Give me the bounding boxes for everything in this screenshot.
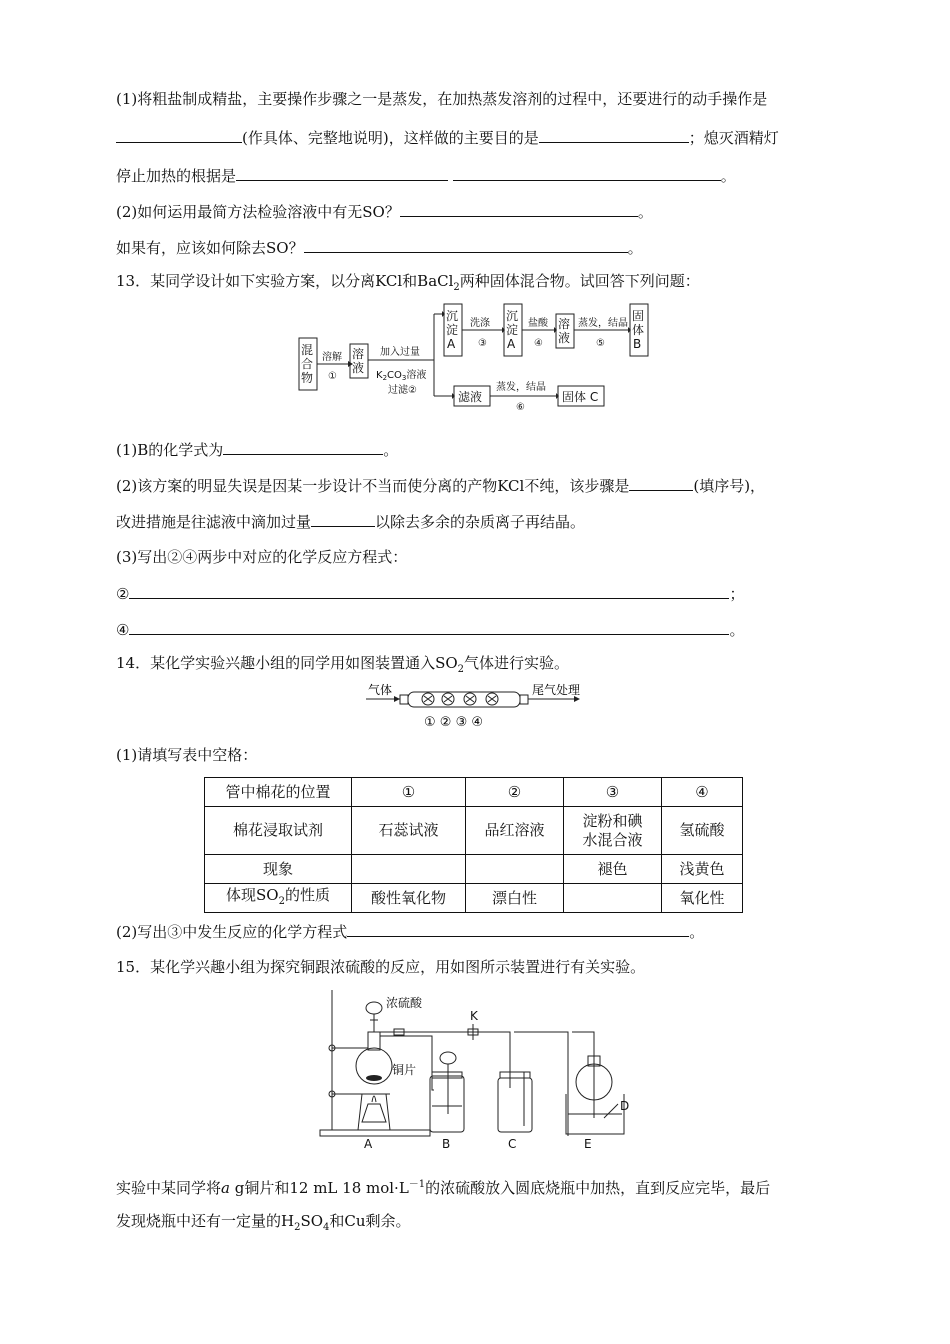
label-sol2-2: 液 xyxy=(558,331,571,345)
table-cell: 酸性氧化物 xyxy=(352,884,466,913)
label-sol-2: 液 xyxy=(352,361,365,375)
bottle-c xyxy=(498,1078,532,1132)
copper-acid-apparatus xyxy=(318,986,648,1152)
label-pa2-2: 淀 xyxy=(506,323,519,337)
table-cell: 淀粉和碘 水混合液 xyxy=(564,807,662,855)
table-cell-blank[interactable] xyxy=(466,855,564,884)
q12-p2-line2: 如果有，应该如何除去SO？ 。 xyxy=(116,236,643,259)
q13-p2-line1: (2)该方案的明显失误是因某一步设计不当而使分离的产物KCl不纯，该步骤是 (填序号)， xyxy=(116,474,765,497)
label-filtrate: 滤液 xyxy=(458,390,483,404)
q13-eq2: ② ； xyxy=(116,582,744,605)
label-pa-3: A xyxy=(447,337,456,351)
table-cell: 棉花浸取试剂 xyxy=(205,807,352,855)
table-cell: 氧化性 xyxy=(662,884,743,913)
label-dissolve: 溶解 xyxy=(322,352,342,363)
table-row xyxy=(205,778,743,807)
label-solid-c: 固体 C xyxy=(562,390,599,404)
table-cell: ① xyxy=(352,778,466,807)
table-row xyxy=(205,855,743,884)
label-b: B xyxy=(442,1137,451,1151)
label-k2co3: $K_2CO_3$溶液 xyxy=(376,370,427,382)
q15-stem: 15．某化学兴趣小组为探究铜跟浓硫酸的反应，用如图所示装置进行有关实验。 xyxy=(116,958,646,976)
table-cell: 现象 xyxy=(205,855,352,884)
q13-stem: 13．某同学设计如下实验方案，以分离KCl和BaCl$_2$两种固体混合物。试回答下列问题： xyxy=(116,272,700,293)
label-step1: ① xyxy=(328,371,337,382)
label-e: E xyxy=(584,1137,592,1151)
answer-blank[interactable] xyxy=(236,164,448,181)
label-sb-1: 固 xyxy=(632,309,645,323)
separation-flowchart xyxy=(296,300,656,412)
answer-blank[interactable] xyxy=(304,236,628,253)
answer-blank[interactable] xyxy=(311,510,375,527)
label-evap2: 蒸发，结晶 xyxy=(496,382,546,393)
label-acid: 浓硫酸 xyxy=(386,996,423,1010)
table-cell: ③ xyxy=(564,778,662,807)
q13-p1: (1)B的化学式为 。 xyxy=(116,438,398,461)
answer-blank[interactable] xyxy=(400,200,638,217)
table-row xyxy=(205,807,743,855)
label-step5: ⑤ xyxy=(596,338,605,349)
answer-blank[interactable] xyxy=(129,582,729,599)
label-c: C xyxy=(508,1137,517,1151)
label-mix-2: 合 xyxy=(301,357,314,371)
q12-p1-line2: (作具体、完整地说明)，这样做的主要目的是 ；熄灭酒精灯 xyxy=(116,126,779,149)
table-cell: 氢硫酸 xyxy=(662,807,743,855)
table-cell-blank[interactable] xyxy=(352,855,466,884)
answer-blank[interactable] xyxy=(223,438,383,455)
q13-eq4: ④ 。 xyxy=(116,618,744,641)
label-pa-1: 沉 xyxy=(446,309,459,323)
label-mix-3: 物 xyxy=(301,371,314,385)
table-row xyxy=(205,884,743,913)
label-filter: 过滤② xyxy=(388,385,417,396)
label-d: D xyxy=(620,1099,630,1113)
answer-blank[interactable] xyxy=(347,920,689,937)
table-cell: ④ xyxy=(662,778,743,807)
label-tail: 尾气处理 xyxy=(532,683,581,697)
q12-p2-line1: (2)如何运用最简方法检验溶液中有无SO？ 。 xyxy=(116,200,653,223)
answer-blank[interactable] xyxy=(453,164,721,181)
q13-p2-line2: 改进措施是往滤液中滴加过量 以除去多余的杂质离子再结晶。 xyxy=(116,510,585,533)
table-cell: 品红溶液 xyxy=(466,807,564,855)
label-valve-k: K xyxy=(470,1009,478,1023)
bottle-b xyxy=(430,1076,464,1132)
label-evap1: 蒸发，结晶 xyxy=(578,318,628,329)
label-step6: ⑥ xyxy=(516,402,525,412)
q13-p3: (3)写出②④两步中对应的化学反应方程式： xyxy=(116,548,408,566)
table-cell: 石蕊试液 xyxy=(352,807,466,855)
label-sol-1: 溶 xyxy=(352,347,365,361)
q12-p1-line1: (1)将粗盐制成精盐，主要操作步骤之一是蒸发，在加热蒸发溶剂的过程中，还要进行的动手操作是 xyxy=(116,90,768,108)
label-copper: 铜片 xyxy=(392,1063,417,1077)
label-pa2-1: 沉 xyxy=(506,309,519,323)
q14-p2: (2)写出③中发生反应的化学方程式 。 xyxy=(116,920,704,943)
label-pa-2: 淀 xyxy=(446,323,459,337)
label-tube-positions: ① ② ③ ④ xyxy=(424,715,484,730)
label-wash: 洗涤 xyxy=(470,318,490,329)
q12-p1-line3: 停止加热的根据是 。 xyxy=(116,164,736,187)
table-cell: 褪色 xyxy=(564,855,662,884)
table-cell-blank[interactable] xyxy=(564,884,662,913)
label-mix-1: 混 xyxy=(301,343,314,357)
stand-base xyxy=(320,1130,430,1136)
q14-p1: (1)请填写表中空格： xyxy=(116,746,258,764)
label-sb-2: 体 xyxy=(632,323,645,337)
q14-stem: 14．某化学实验兴趣小组的同学用如图装置通入$SO_2$气体进行实验。 xyxy=(116,654,570,675)
answer-blank[interactable] xyxy=(629,474,693,491)
label-step3: ③ xyxy=(478,338,487,349)
answer-blank[interactable] xyxy=(539,126,689,143)
label-step4: ④ xyxy=(534,338,543,349)
label-sb-3: B xyxy=(633,337,642,351)
q14-table xyxy=(204,777,743,913)
table-cell: 漂白性 xyxy=(466,884,564,913)
answer-blank[interactable] xyxy=(129,618,729,635)
q15-text2: 发现烧瓶中还有一定量的$H_2SO_4$和Cu剩余。 xyxy=(116,1212,411,1233)
q15-text1: 实验中某同学将a g铜片和12 mL 18 $mol\cdot L^{-1}$的浓硫酸放入圆底烧瓶中加热，直到反应完毕，最后 xyxy=(116,1179,771,1197)
reaction-tube-diagram xyxy=(364,682,586,730)
table-cell: 体现$SO_2$的性质 xyxy=(205,884,352,913)
label-hcl: 盐酸 xyxy=(528,318,548,329)
table-cell: ② xyxy=(466,778,564,807)
label-a: A xyxy=(364,1137,373,1151)
label-gas: 气体 xyxy=(368,683,393,697)
label-sol2-1: 溶 xyxy=(558,317,571,331)
table-cell: 浅黄色 xyxy=(662,855,743,884)
table-cell: 管中棉花的位置 xyxy=(205,778,352,807)
label-add-excess: 加入过量 xyxy=(380,347,420,358)
label-pa2-3: A xyxy=(507,337,516,351)
answer-blank[interactable] xyxy=(116,126,242,143)
